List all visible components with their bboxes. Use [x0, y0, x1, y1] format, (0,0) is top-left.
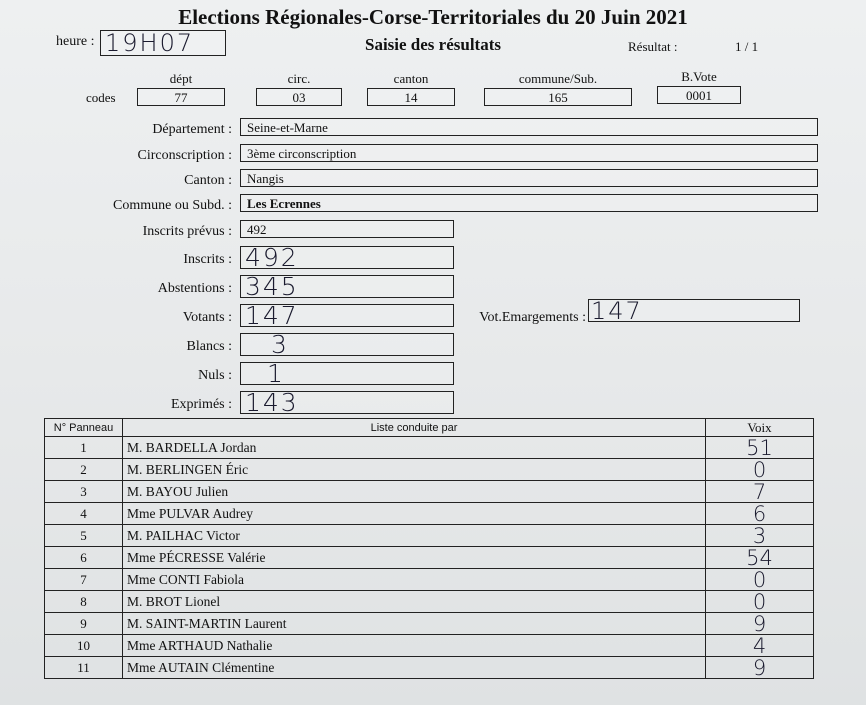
voix-value[interactable]: 51 [706, 437, 814, 459]
canton-code-label: canton [393, 71, 429, 86]
inscrits-prevus-field[interactable]: 492 [240, 220, 454, 238]
dept-code-field[interactable]: 77 [137, 88, 225, 106]
table-row [45, 437, 814, 459]
canton-code-field[interactable]: 14 [367, 88, 455, 106]
panneau-number: 8 [45, 591, 123, 613]
abstentions-field[interactable]: 345 [240, 275, 454, 298]
candidate-name: Mme PÉCRESSE Valérie [123, 547, 706, 569]
voix-value[interactable]: 54 [706, 547, 814, 569]
canton-label: Canton : [184, 173, 232, 188]
blancs-field[interactable]: 3 [240, 333, 454, 356]
votants-label: Votants : [182, 310, 232, 325]
heure-label: heure : [56, 34, 95, 49]
nuls-field[interactable]: 1 [240, 362, 454, 385]
abstentions-label: Abstentions : [157, 281, 232, 296]
candidate-name: M. SAINT-MARTIN Laurent [123, 613, 706, 635]
page-subtitle: Saisie des résultats [365, 35, 501, 54]
table-row [45, 657, 814, 679]
circ-code-label: circ. [287, 71, 311, 86]
voix-value[interactable]: 3 [706, 525, 814, 547]
departement-field[interactable]: Seine-et-Marne [240, 118, 818, 136]
panneau-header: N° Panneau [45, 419, 123, 437]
panneau-number: 2 [45, 459, 123, 481]
table-row [45, 635, 814, 657]
votants-field[interactable]: 147 [240, 304, 454, 327]
dept-code-label: dépt [169, 71, 193, 86]
voix-value[interactable]: 0 [706, 569, 814, 591]
panneau-number: 11 [45, 657, 123, 679]
circonscription-field[interactable]: 3ème circonscription [240, 144, 818, 162]
voix-value[interactable]: 6 [706, 503, 814, 525]
inscrits-prevus-label: Inscrits prévus : [142, 224, 232, 239]
candidate-name: M. PAILHAC Victor [123, 525, 706, 547]
canton-field[interactable]: Nangis [240, 169, 818, 187]
panneau-number: 1 [45, 437, 123, 459]
voix-value[interactable]: 0 [706, 459, 814, 481]
vot-emargements-field[interactable]: 147 [588, 299, 800, 322]
panneau-number: 6 [45, 547, 123, 569]
bvote-code-label: B.Vote [681, 69, 717, 84]
voix-value[interactable]: 4 [706, 635, 814, 657]
vot-emargements-label: Vot.Emargements : [479, 310, 586, 325]
candidate-name: M. BERLINGEN Éric [123, 459, 706, 481]
voix-value[interactable]: 0 [706, 591, 814, 613]
panneau-number: 5 [45, 525, 123, 547]
candidate-name: Mme CONTI Fabiola [123, 569, 706, 591]
panneau-number: 3 [45, 481, 123, 503]
commune-label: Commune ou Subd. : [112, 198, 232, 213]
panneau-number: 7 [45, 569, 123, 591]
voix-value[interactable]: 7 [706, 481, 814, 503]
inscrits-field[interactable]: 492 [240, 246, 454, 269]
table-row [45, 569, 814, 591]
candidate-name: Mme PULVAR Audrey [123, 503, 706, 525]
panneau-number: 9 [45, 613, 123, 635]
table-header-row [45, 419, 814, 437]
commune-code-label: commune/Sub. [518, 71, 598, 86]
table-row [45, 525, 814, 547]
candidate-name: Mme ARTHAUD Nathalie [123, 635, 706, 657]
candidate-name: M. BROT Lionel [123, 591, 706, 613]
heure-field[interactable]: 19H07 [100, 30, 226, 56]
table-row [45, 481, 814, 503]
voix-value[interactable]: 9 [706, 613, 814, 635]
voix-value[interactable]: 9 [706, 657, 814, 679]
codes-label: codes [86, 90, 116, 105]
exprimes-field[interactable]: 143 [240, 391, 454, 414]
table-row [45, 547, 814, 569]
inscrits-label: Inscrits : [183, 252, 232, 267]
candidate-name: M. BAYOU Julien [123, 481, 706, 503]
commune-code-field[interactable]: 165 [484, 88, 632, 106]
panneau-number: 4 [45, 503, 123, 525]
circ-code-field[interactable]: 03 [256, 88, 342, 106]
panneau-number: 10 [45, 635, 123, 657]
page-title: Elections Régionales-Corse-Territoriales du 20 Juin 2021 [178, 5, 688, 29]
nuls-label: Nuls : [198, 368, 232, 383]
table-row [45, 613, 814, 635]
table-row [45, 503, 814, 525]
resultat-value: 1 / 1 [735, 39, 759, 54]
bvote-code-field[interactable]: 0001 [657, 86, 741, 104]
table-row [45, 591, 814, 613]
voix-header: Voix [706, 419, 814, 437]
table-row [45, 459, 814, 481]
results-table [44, 418, 814, 679]
blancs-label: Blancs : [186, 339, 232, 354]
departement-label: Département : [152, 122, 232, 137]
liste-header: Liste conduite par [123, 419, 706, 437]
circonscription-label: Circonscription : [137, 148, 232, 163]
resultat-label: Résultat : [628, 39, 678, 54]
commune-field[interactable]: Les Ecrennes [240, 194, 818, 212]
candidate-name: Mme AUTAIN Clémentine [123, 657, 706, 679]
exprimes-label: Exprimés : [170, 397, 232, 412]
candidate-name: M. BARDELLA Jordan [123, 437, 706, 459]
